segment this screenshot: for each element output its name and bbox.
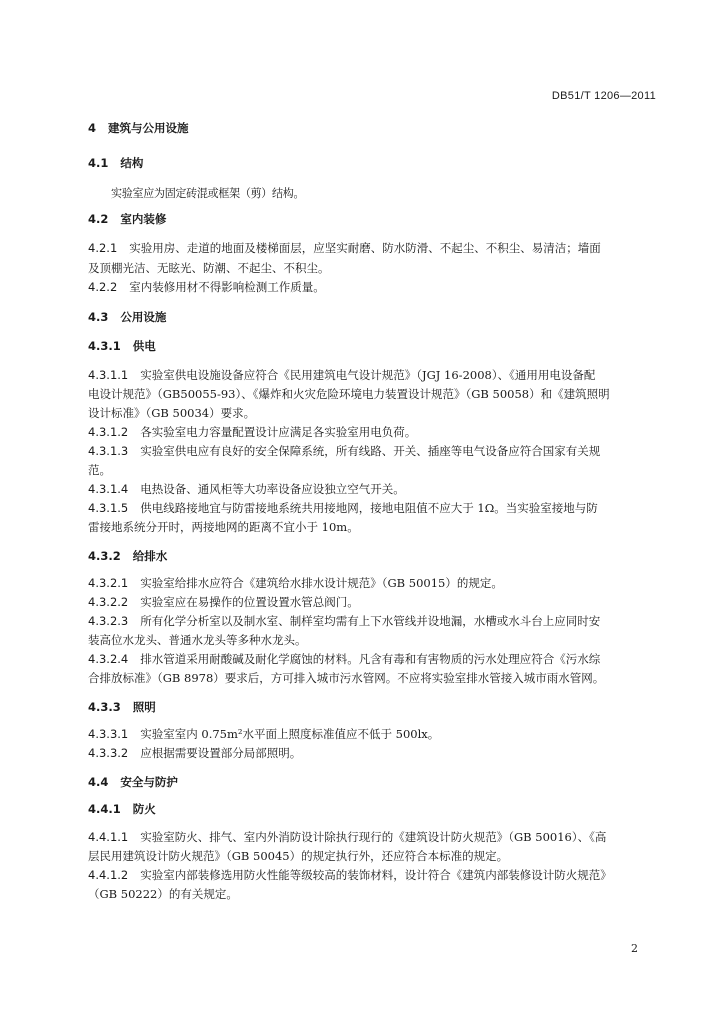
document-code: DB51/T 1206—2011 <box>551 90 656 102</box>
paragraph-4-4-1-1: 4.4.1.1 实验室防火、排气、室内外消防设计除执行现行的《建筑设计防火规范》（GB 50016）、《高 <box>88 830 607 844</box>
heading-4-4: 4.4 安全与防护 <box>88 775 178 789</box>
paragraph-4-3-2-3-cont: 装高位水龙头、普通水龙头等多种水龙头。 <box>88 633 307 647</box>
paragraph-4-4-1-1-cont: 层民用建筑设计防火规范》（GB 50045）的规定执行外，还应符合本标准的规定。 <box>88 849 509 863</box>
paragraph-4-3-1-1-cont2: 设计标准》（GB 50034）要求。 <box>88 406 256 420</box>
heading-4: 4 建筑与公用设施 <box>88 121 189 135</box>
paragraph-4-3-2-1: 4.3.2.1 实验室给排水应符合《建筑给水排水设计规范》（GB 50015）的规定。 <box>88 576 503 590</box>
heading-4-3-2: 4.3.2 给排水 <box>88 549 168 563</box>
heading-4-3-1: 4.3.1 供电 <box>88 339 156 353</box>
paragraph-4-3-2-3: 4.3.2.3 所有化学分析室以及制水室、制样室均需有上下水管线并设地漏，水槽或水斗台上应同时安 <box>88 614 601 628</box>
paragraph-4-3-2-2: 4.3.2.2 实验室应在易操作的位置设置水管总阀门。 <box>88 595 359 609</box>
paragraph-4-2-1-cont: 及顶棚光洁、无眩光、防潮、不起尘、不积尘。 <box>88 261 330 275</box>
paragraph-4-3-3-2: 4.3.3.2 应根据需要设置部分局部照明。 <box>88 746 302 760</box>
paragraph-4-3-1-5-cont: 雷接地系统分开时，两接地网的距离不宜小于 10m。 <box>88 520 359 534</box>
paragraph-4-1: 实验室应为固定砖混或框架（剪）结构。 <box>111 186 305 200</box>
paragraph-4-3-3-1: 4.3.3.1 实验室室内 0.75m²水平面上照度标准值应不低于 500lx。 <box>88 727 440 741</box>
paragraph-4-3-1-3-cont: 范。 <box>88 463 111 477</box>
paragraph-4-2-1: 4.2.1 实验用房、走道的地面及楼梯面层，应坚实耐磨、防水防滑、不起尘、不积尘、易清洁；墙面 <box>88 241 601 255</box>
heading-4-1: 4.1 结构 <box>88 156 144 170</box>
heading-4-2: 4.2 室内装修 <box>88 212 167 226</box>
paragraph-4-3-2-4: 4.3.2.4 排水管道采用耐酸碱及耐化学腐蚀的材料。凡含有毒和有害物质的污水处理应符合《污水综 <box>88 652 601 666</box>
paragraph-4-3-2-4-cont: 合排放标准》（GB 8978）要求后，方可排入城市污水管网。不应将实验室排水管接入城市雨水管网。 <box>88 671 605 685</box>
paragraph-4-3-1-4: 4.3.1.4 电热设备、通风柜等大功率设备应设独立空气开关。 <box>88 482 405 496</box>
paragraph-4-3-1-2: 4.3.1.2 各实验室电力容量配置设计应满足各实验室用电负荷。 <box>88 425 417 439</box>
heading-4-3-3: 4.3.3 照明 <box>88 700 156 714</box>
paragraph-4-3-1-5: 4.3.1.5 供电线路接地宜与防雷接地系统共用接地网，接地电阻值不应大于 1Ω。当实验室接地与防 <box>88 501 598 515</box>
heading-4-4-1: 4.4.1 防火 <box>88 802 156 816</box>
paragraph-4-3-1-1-cont1: 电设计规范》（GB50055-93）、《爆炸和火灾危险环境电力装置设计规范》（GB 50058）和《建筑照明 <box>88 387 610 401</box>
paragraph-4-3-1-3: 4.3.1.3 实验室供电应有良好的安全保障系统，所有线路、开关、插座等电气设备应符合国家有关规 <box>88 444 601 458</box>
paragraph-4-2-2: 4.2.2 室内装修用材不得影响检测工作质量。 <box>88 280 325 294</box>
paragraph-4-4-1-2-cont: （GB 50222）的有关规定。 <box>88 887 238 901</box>
paragraph-4-3-1-1: 4.3.1.1 实验室供电设施设备应符合《民用建筑电气设计规范》（JGJ 16-2008）、《通用用电设备配 <box>88 368 596 382</box>
heading-4-3: 4.3 公用设施 <box>88 310 167 324</box>
paragraph-4-4-1-2: 4.4.1.2 实验室内部装修选用防火性能等级较高的装饰材料，设计符合《建筑内部装修设计防火规范》 <box>88 868 612 882</box>
page-number: 2 <box>631 942 638 955</box>
